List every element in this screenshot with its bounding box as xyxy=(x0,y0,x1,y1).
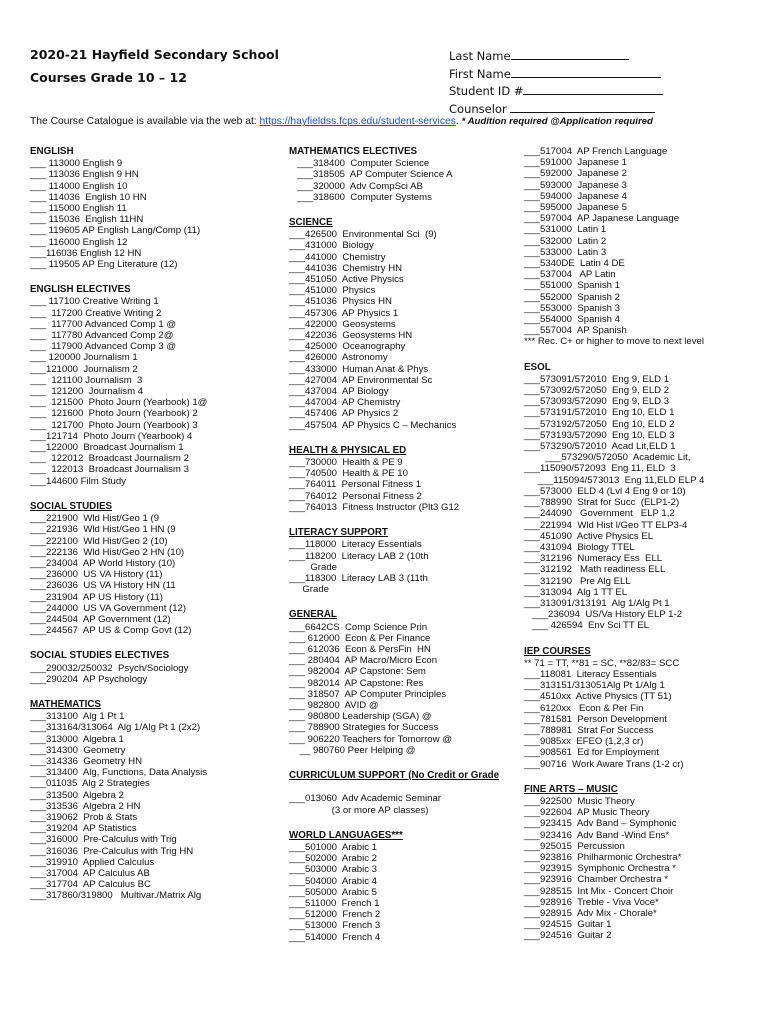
course-item: ___457306 AP Physics 1 xyxy=(289,307,399,319)
course-item: ___764011 Personal Fitness 1 xyxy=(289,479,422,491)
section-title: SOCIAL STUDIES xyxy=(30,500,113,512)
course-item: ___517004 AP French Language xyxy=(524,146,668,157)
course-item: ___922500 Music Theory xyxy=(524,795,635,807)
course-item: ___313094 Alg 1 TT EL xyxy=(524,586,628,598)
course-item: ___923915 Symphonic Orchestra * xyxy=(524,863,676,875)
course-item: ___573290/572050 Academic Lit, xyxy=(524,452,691,464)
course-item: ___313000 Algebra 1 xyxy=(30,733,124,745)
course-item: ___513000 French 3 xyxy=(289,920,381,932)
course-section xyxy=(30,501,275,636)
section-title: GENERAL xyxy=(289,609,337,621)
course-item: ___924515 Guitar 1 xyxy=(524,919,612,931)
course-item: ___ 121700 Photo Journ (Yearbook) 3 xyxy=(30,419,198,431)
course-item: ___318505 AP Computer Science A xyxy=(289,169,453,181)
course-item: ___313536 Algebra 2 HN xyxy=(30,800,141,812)
student-field xyxy=(449,83,663,101)
intro-after: . xyxy=(455,116,462,127)
course-item: ___537004 AP Latin xyxy=(524,269,616,281)
course-item: ___923416 Adv Band -Wind Ens* xyxy=(524,829,670,841)
course-item: Grade xyxy=(289,561,337,573)
course-item: ___011035 Alg 2 Strategies xyxy=(30,778,150,790)
course-item: ___573093/572090 Eng 9, ELD 3 xyxy=(524,396,670,408)
course-item: ___ 119605 AP English Lang/Comp (11) xyxy=(30,225,201,237)
course-item: ___503000 Arabic 3 xyxy=(289,864,378,876)
student-field-blank[interactable] xyxy=(510,101,655,113)
course-item: ___505000 Arabic 5 xyxy=(289,886,378,898)
course-item: ___312192 Math readiness ELL xyxy=(524,564,666,576)
section-title: ESOL xyxy=(524,361,551,373)
intro-text: The Course Catalogue is available via the web at: xyxy=(30,116,260,127)
course-item: ___ 788900 Strategies for Success xyxy=(289,722,439,734)
course-item: ___9085xx EFEO (1,2,3 cr) xyxy=(524,736,644,748)
course-item: ___557004 AP Spanish xyxy=(524,325,627,337)
course-item: ___ 982800 AVID @ xyxy=(289,699,379,711)
course-item: ___928916 Treble - Viva Voce* xyxy=(524,896,659,908)
course-item: ___313091/313191 Alg 1/Alg Pt 1 xyxy=(524,597,670,609)
course-item: ___316000 Pre-Calculus with Trig xyxy=(30,834,177,846)
course-item: ___512000 French 2 xyxy=(289,909,381,921)
section-title: LITERACY SUPPORT xyxy=(289,527,388,539)
course-item: ___221936 Wld Hist/Geo 1 HN (9 xyxy=(30,524,176,536)
course-item: ___923415 Adv Band – Symphonic xyxy=(524,818,677,830)
course-item: ___ 280404 AP Macro/Micro Econ xyxy=(289,655,438,667)
course-item: ___121714 Photo Journ (Yearbook) 4 xyxy=(30,430,193,442)
course-item: ___451050 Active Physics xyxy=(289,274,404,286)
course-item: ___318600 Computer Systems xyxy=(289,191,432,203)
course-item: ___ 117200 Creative Writing 2 xyxy=(30,307,162,319)
course-item: ___6642CS Comp Science Prin xyxy=(289,621,428,633)
course-item: ___244000 US VA Government (12) xyxy=(30,602,187,614)
course-item: ___115090/572093 Eng 11, ELD 3 xyxy=(524,463,676,475)
course-section xyxy=(524,784,764,942)
course-item: ___553000 Spanish 3 xyxy=(524,302,621,314)
catalogue-link[interactable]: https://hayfieldss.fcps.edu/student-services xyxy=(259,116,456,127)
section-title: SOCIAL STUDIES ELECTIVES xyxy=(30,650,170,662)
course-section xyxy=(289,770,521,816)
course-item: ___501000 Arabic 1 xyxy=(289,841,378,853)
course-item: ___90716 Work Aware Trans (1-2 cr) xyxy=(524,758,684,770)
course-item: ___573191/572010 Eng 10, ELD 1 xyxy=(524,407,675,419)
course-item: ___313151/313051Alg Pt 1/Alg 1 xyxy=(524,680,665,692)
course-item: ___ 113036 English 9 HN xyxy=(30,169,139,181)
course-item: ___426500 Environmental Sci (9) xyxy=(289,229,437,241)
course-item: ___554000 Spanish 4 xyxy=(524,314,621,326)
course-item: ___290204 AP Psychology xyxy=(30,673,148,685)
course-item: ___924516 Guitar 2 xyxy=(524,930,612,942)
course-item xyxy=(289,782,521,793)
course-item: ___ 122013 Broadcast Journalism 3 xyxy=(30,464,189,476)
course-item: ___ 318507 AP Computer Principles xyxy=(289,688,447,700)
course-item: ___781581 Person Development xyxy=(524,713,667,725)
course-item: ___4510xx Active Physics (TT 51) xyxy=(524,691,672,703)
section-title: FINE ARTS – MUSIC xyxy=(524,783,618,795)
course-item: ___118200 Literacy LAB 2 (10th xyxy=(289,550,429,562)
course-item: ___317004 AP Calculus AB xyxy=(30,867,150,879)
section-title: MATHEMATICS xyxy=(30,698,101,710)
course-item: ___144600 Film Study xyxy=(30,475,126,487)
course-item: ___236094 US/Va History ELP 1-2 xyxy=(524,609,683,621)
course-item: ___236036 US VA History HN (11 xyxy=(30,580,176,592)
course-item: ___320000 Adv CompSci AB xyxy=(289,180,423,192)
course-item: ___ 982014 AP Capstone: Res xyxy=(289,677,424,689)
page-subtitle: Courses Grade 10 – 12 xyxy=(30,70,187,85)
course-item: ___116036 English 12 HN xyxy=(30,247,142,259)
course-item: ___532000 Latin 2 xyxy=(524,235,607,247)
course-item: ___502000 Arabic 2 xyxy=(289,853,378,865)
course-item: ___317860/319800 Multivar./Matrix Alg xyxy=(30,890,202,902)
course-item: ___316036 Pre-Calculus with Trig HN xyxy=(30,845,194,857)
course-item: ___788990 Strat for Succ (ELP1-2) xyxy=(524,497,680,509)
course-item: ___928915 Adv Mix - Chorale* xyxy=(524,908,657,919)
course-item: ___ 612036 Econ & PersFin HN xyxy=(289,643,431,655)
course-item: ___425000 Oceanography xyxy=(289,341,406,353)
course-item: __ 980760 Peer Helping @ xyxy=(289,744,416,756)
course-item: ___788981 Strat For Success xyxy=(524,724,654,736)
course-item: ___594000 Japanese 4 xyxy=(524,190,627,202)
course-item: ___231904 AP US History (11) xyxy=(30,591,163,603)
student-field-blank[interactable] xyxy=(523,83,663,95)
course-item: ___447004 AP Chemistry xyxy=(289,397,401,409)
section-title: HEALTH & PHYSICAL ED xyxy=(289,444,407,456)
course-item: ___504000 Arabic 4 xyxy=(289,875,378,887)
course-item: ___118300 Literacy LAB 3 (11th xyxy=(289,572,428,584)
course-item: ___313500 Algebra 2 xyxy=(30,789,124,801)
course-item: ___573193/572090 Eng 10, ELD 3 xyxy=(524,429,675,441)
course-item: ___928515 Int Mix - Concert Choir xyxy=(524,885,674,897)
course-item: ___221900 Wld Hist/Geo 1 (9 xyxy=(30,513,160,525)
course-item: ___431094 Biology TTEL xyxy=(524,541,635,553)
course-item: ___317704 AP Calculus BC xyxy=(30,879,151,891)
course-item: ___ 116000 English 12 xyxy=(30,236,128,248)
course-item: ___ 121200 Journalism 4 xyxy=(30,386,144,398)
course-item: ___573290/572010 Acad Lit,ELD 1 xyxy=(524,441,676,453)
course-item: ___573192/572050 Eng 10, ELD 2 xyxy=(524,418,675,430)
course-item: ___ 117700 Advanced Comp 1 @ xyxy=(30,318,177,330)
course-item: ___573000 ELD 4 (Lvl 4 Eng 9 or 10) xyxy=(524,485,686,497)
course-item: ___551000 Spanish 1 xyxy=(524,280,621,292)
section-title: ENGLISH xyxy=(30,146,74,157)
course-item: ** 71 = TT, **81 = SC, **82/83= SCC xyxy=(524,657,680,669)
course-item: ___433000 Human Anat & Phys xyxy=(289,363,429,375)
course-item: ___431000 Biology xyxy=(289,240,374,252)
section-title: WORLD LANGUAGES*** xyxy=(289,829,403,841)
course-item: ___313100 Alg 1 Pt 1 xyxy=(30,711,125,723)
section-title: CURRICULUM SUPPORT (No Credit or Grade xyxy=(289,769,500,781)
course-item: ___451000 Physics xyxy=(289,285,376,297)
course-item: ___244567 AP US & Comp Govt (12) xyxy=(30,625,192,637)
student-field-label: Counselor xyxy=(449,101,511,116)
course-item: ___121000 Journalism 2 xyxy=(30,363,138,375)
intro-line xyxy=(30,116,653,127)
course-item: ___592000 Japanese 2 xyxy=(524,168,627,180)
course-item: ___221994 Wld Hist l/Geo TT ELP3-4 xyxy=(524,519,688,531)
course-item: ___573091/572010 Eng 9, ELD 1 xyxy=(524,373,670,385)
course-item: ___552000 Spanish 2 xyxy=(524,291,621,303)
course-item: ___314336 Geometry HN xyxy=(30,755,142,767)
course-section xyxy=(289,146,521,203)
course-item: ___ 426594 Env Sci TT EL xyxy=(524,620,649,632)
course-item: ___ 121600 Photo Journ (Yearbook) 2 xyxy=(30,408,198,420)
course-item: ___118000 Literacy Essentials xyxy=(289,539,422,551)
course-section xyxy=(524,362,764,632)
course-item: ___314300 Geometry xyxy=(30,744,126,756)
course-item: ___441036 Chemistry HN xyxy=(289,262,403,274)
course-item: ___740500 Health & PE 10 xyxy=(289,468,408,480)
student-field-blank[interactable] xyxy=(511,48,629,60)
course-item: ___318400 Computer Science xyxy=(289,158,430,170)
course-item: ___593000 Japanese 3 xyxy=(524,179,627,191)
course-item: (3 or more AP classes) xyxy=(289,804,429,816)
student-field-blank[interactable] xyxy=(511,66,661,78)
course-item: ___290032/250032 Psych/Sociology xyxy=(30,662,189,674)
course-item: ___764012 Personal Fitness 2 xyxy=(289,490,422,502)
course-item: ___ 980800 Leadership (SGA) @ xyxy=(289,711,432,723)
course-item: ___5340DE Latin 4 DE xyxy=(524,258,625,270)
section-title: MATHEMATICS ELECTIVES xyxy=(289,146,418,157)
course-item: ___312190 Pre Alg ELL xyxy=(524,575,631,587)
course-section xyxy=(30,650,275,685)
course-item: ___533000 Latin 3 xyxy=(524,246,607,258)
course-section xyxy=(30,284,275,487)
course-item: ___511000 French 1 xyxy=(289,897,380,909)
course-item: ___ 117900 Advanced Comp 3 @ xyxy=(30,341,177,353)
course-item: ___115094/573013 Eng 11,ELD ELP 4 xyxy=(524,474,705,486)
course-item: ___923916 Chamber Orchestra * xyxy=(524,874,668,886)
course-item: ___122000 Broadcast Journalism 1 xyxy=(30,442,184,454)
course-item: ___222100 Wld Hist/Geo 2 (10) xyxy=(30,535,168,547)
course-item: ___ 119505 AP Eng Literature (12) xyxy=(30,259,178,271)
course-item: ___319910 Applied Calculus xyxy=(30,856,155,868)
course-item: ___451090 Active Physics EL xyxy=(524,530,654,542)
course-item: ___6120xx Econ & Per Fin xyxy=(524,702,644,714)
course-item: ___441000 Chemistry xyxy=(289,251,386,263)
course-item: ___ 117100 Creative Writing 1 xyxy=(30,296,159,308)
course-item: ___319204 AP Statistics xyxy=(30,823,137,835)
course-item: ___426000 Astronomy xyxy=(289,352,388,364)
course-item: ___244504 AP Government (12) xyxy=(30,613,171,625)
column-2 xyxy=(289,146,521,957)
course-item: ___514000 French 4 xyxy=(289,931,381,943)
column-3 xyxy=(524,146,764,956)
course-item: ___422000 Geosystems xyxy=(289,318,396,330)
course-item: ___457406 AP Physics 2 xyxy=(289,408,399,420)
course-item: ___923816 Philharmonic Orchestra* xyxy=(524,851,682,863)
legend-note: * Audition required @Application required xyxy=(461,116,653,127)
course-section xyxy=(289,527,521,595)
course-item: ___319062 Prob & Stats xyxy=(30,811,138,823)
course-item: ___ 114036 English 10 HN xyxy=(30,191,147,203)
course-section xyxy=(524,146,764,348)
course-item: Grade xyxy=(289,584,329,596)
student-field xyxy=(449,48,663,66)
course-item: ___313400 Alg, Functions, Data Analysis xyxy=(30,767,208,779)
course-item: ___ 121500 Photo Journ (Yearbook) 1@ xyxy=(30,397,208,409)
course-item: ___573092/572050 Eng 9, ELD 2 xyxy=(524,385,670,397)
course-item: ___422036 Geosystems HN xyxy=(289,330,413,342)
course-item: ___312196 Numeracy Ess ELL xyxy=(524,553,663,565)
course-section xyxy=(524,646,764,770)
student-field-label: Student ID # xyxy=(449,84,524,98)
course-item: ___ 115036 English 11HN xyxy=(30,214,144,226)
course-item: ___764013 Fitness Instructor (Plt3 G12 xyxy=(289,501,460,513)
course-item: ___244090 Government ELP 1,2 xyxy=(524,508,675,520)
course-section xyxy=(30,146,275,270)
student-info-fields xyxy=(449,48,663,118)
course-item: ___ 122012 Broadcast Journalism 2 xyxy=(30,453,189,465)
course-item: ___730000 Health & PE 9 xyxy=(289,457,403,469)
course-item: ___925015 Percussion xyxy=(524,840,625,852)
course-item: ___234004 AP World History (10) xyxy=(30,557,176,569)
course-item: ___222136 Wld Hist/Geo 2 HN (10) xyxy=(30,546,185,558)
course-item: ___427004 AP Environmental Sc xyxy=(289,374,433,386)
section-title: SCIENCE xyxy=(289,217,333,229)
course-item: ___ 906220 Teachers for Tomorrow @ xyxy=(289,733,452,745)
course-item: ___ 113000 English 9 xyxy=(30,158,123,170)
page-title: 2020-21 Hayfield Secondary School xyxy=(30,47,279,62)
course-item: ___457504 AP Physics C – Mechanics xyxy=(289,419,457,431)
course-item: ___ 115000 English 11 xyxy=(30,203,127,215)
course-item: ___ 114000 English 10 xyxy=(30,180,128,192)
student-field xyxy=(449,66,663,84)
course-item: ___118081 Literacy Essentials xyxy=(524,668,657,680)
course-item: ___ 612000 Econ & Per Finance xyxy=(289,632,431,644)
course-item: ___ 982004 AP Capstone: Sem xyxy=(289,666,426,678)
course-section xyxy=(289,609,521,756)
course-section xyxy=(289,830,521,943)
column-1 xyxy=(30,146,275,916)
course-item: ___908561 Ed for Employment xyxy=(524,747,659,759)
student-field-label: Last Name xyxy=(449,49,511,63)
course-item: ___236000 US VA History (11) xyxy=(30,569,163,581)
section-title: ENGLISH ELECTIVES xyxy=(30,284,131,296)
course-item: ___437004 AP Biology xyxy=(289,386,389,398)
course-item: ___451036 Physics HN xyxy=(289,296,392,308)
course-section xyxy=(289,445,521,513)
course-item: ___ 117780 Advanced Comp 2@ xyxy=(30,330,174,342)
student-field-label: First Name xyxy=(449,66,511,81)
course-section xyxy=(30,699,275,902)
course-item: ___ 121100 Journalism 3 xyxy=(30,374,143,386)
course-item: ___013060 Adv Academic Seminar xyxy=(289,793,442,805)
course-item: *** Rec. C+ or higher to move to next level xyxy=(524,336,704,348)
course-item: ___597004 AP Japanese Language xyxy=(524,213,680,225)
course-item: ___595000 Japanese 5 xyxy=(524,202,627,214)
course-item: ___313164/313064 Alg 1/Alg Pt 1 (2x2) xyxy=(30,722,201,734)
course-item: ___922604 AP Music Theory xyxy=(524,807,650,819)
section-title: IEP COURSES xyxy=(524,645,591,657)
course-item: ___591000 Japanese 1 xyxy=(524,157,627,169)
course-item: ___ 120000 Journalism 1 xyxy=(30,352,138,364)
course-section xyxy=(289,217,521,431)
course-item: ___531000 Latin 1 xyxy=(524,224,607,236)
